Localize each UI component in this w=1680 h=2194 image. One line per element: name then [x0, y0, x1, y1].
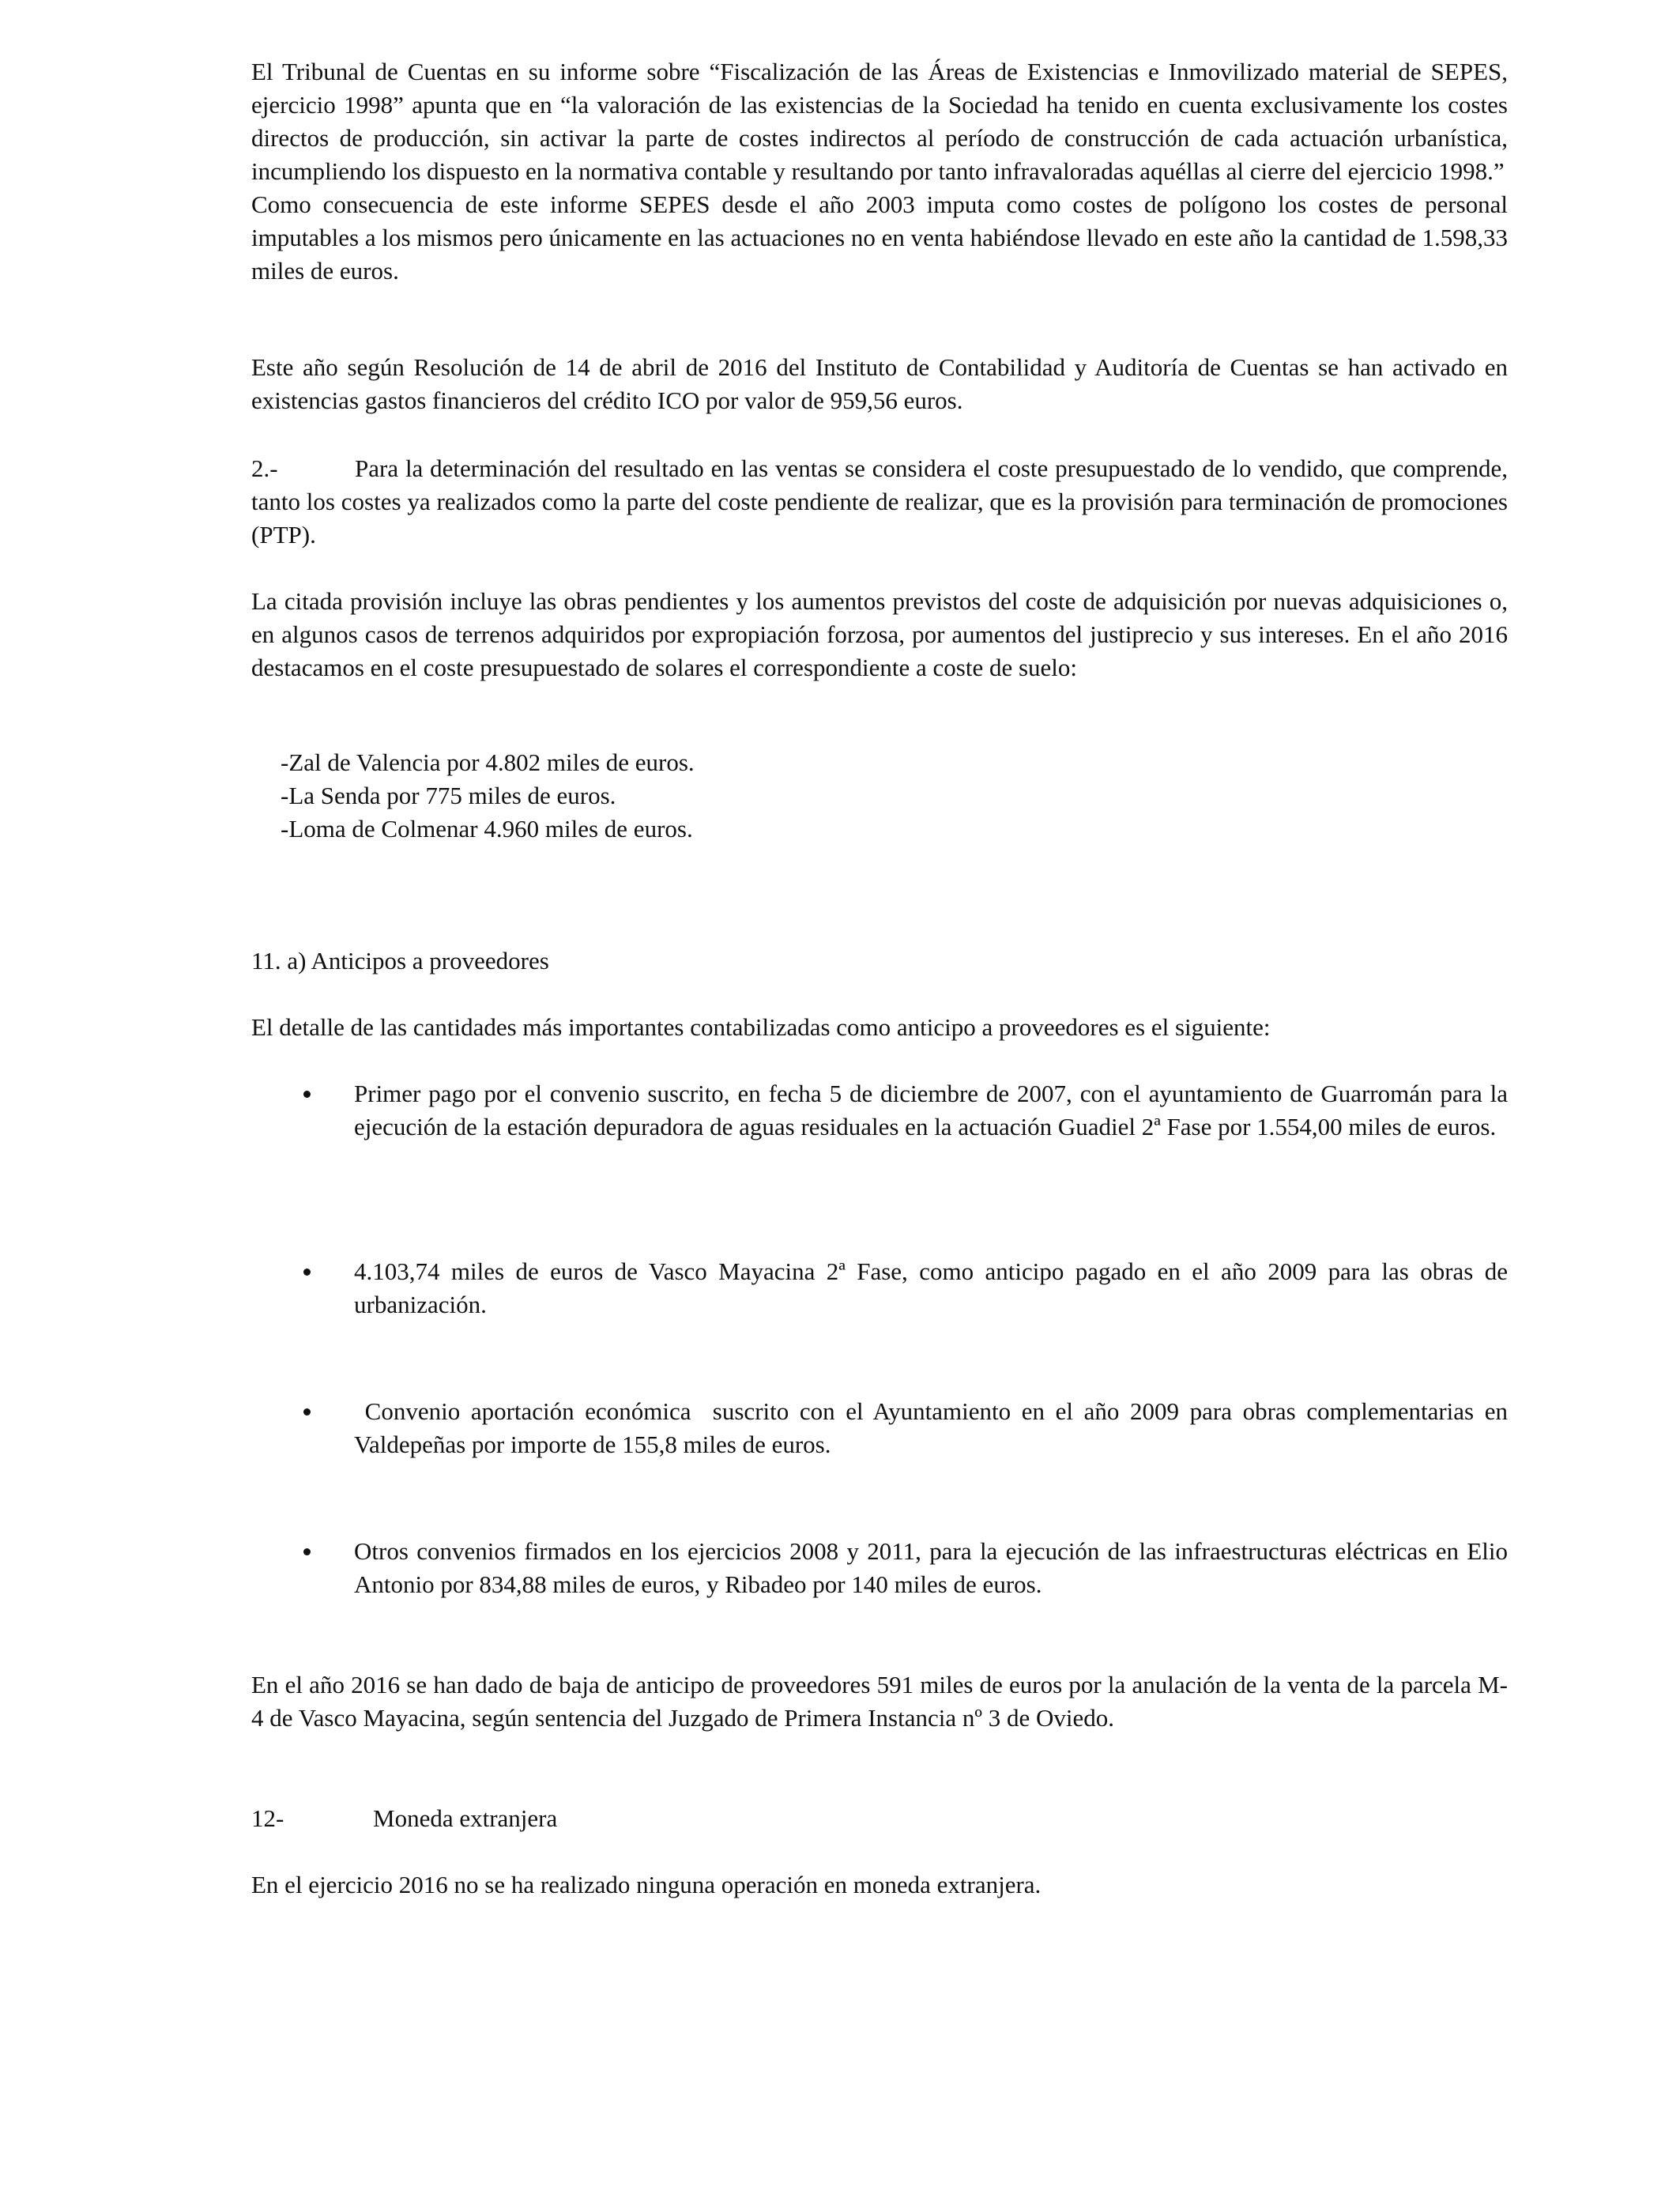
- paragraph-resolucion: Este año según Resolución de 14 de abril de 2016 del Instituto de Contabilidad y Auditoría de Cuentas se han activado en existencias gastos financieros del crédito ICO por valor de 959,56 euros.: [251, 353, 1508, 414]
- list-item: -Zal de Valencia por 4.802 miles de euros.: [281, 748, 695, 776]
- bullet-dot-icon: [303, 1548, 311, 1555]
- section-12-title: Moneda extranjera: [373, 1804, 558, 1832]
- list-item: -La Senda por 775 miles de euros.: [281, 782, 616, 809]
- paragraph-moneda-extranjera: En el ejercicio 2016 no se ha realizado ninguna operación en moneda extranjera.: [251, 1871, 1042, 1898]
- bullet-dot-icon: [303, 1408, 311, 1416]
- paragraph-tribunal-group: [251, 55, 1508, 288]
- section-11-heading: 11. a) Anticipos a proveedores: [251, 947, 549, 974]
- bullet-text: Primer pago por el convenio suscrito, en fecha 5 de diciembre de 2007, con el ayuntamiento de Guarromán para la ejecución de la estación depuradora de aguas residuales en la actuación Guadiel 2ª Fase por 1.554,00 miles de euros.: [354, 1080, 1508, 1140]
- paragraph-tribunal: El Tribunal de Cuentas en su informe sobre “Fiscalización de las Áreas de Existencias e Inmovilizado material de SEPES, ejercicio 1998” apunta que en “la valoración de las existencias de la Sociedad ha tenido en cuenta exclusivamente los costes directos de producción, sin activar la parte de costes indirectos al período de construcción de cada actuación urbanística, incumpliendo los dispuesto en la normativa contable y resultando por tanto infravaloradas aquéllas al cierre del ejercicio 1998.”: [251, 58, 1508, 185]
- suelo-list: [281, 746, 695, 846]
- bullet-text: 4.103,74 miles de euros de Vasco Mayacina 2ª Fase, como anticipo pagado en el año 2009 para las obras de urbanización.: [354, 1257, 1508, 1318]
- section-11-intro: El detalle de las cantidades más importantes contabilizadas como anticipo a proveedores es el siguiente:: [251, 1013, 1271, 1041]
- paragraph-punto-2: [251, 452, 1508, 552]
- punto-2-number: 2.-: [251, 454, 278, 482]
- paragraph-baja-anticipos: En el año 2016 se han dado de baja de anticipo de proveedores 591 miles de euros por la anulación de la venta de la parcela M-4 de Vasco Mayacina, según sentencia del Juzgado de Primera Instancia nº 3 de Oviedo.: [251, 1671, 1508, 1732]
- list-item: -Loma de Colmenar 4.960 miles de euros.: [281, 815, 693, 843]
- bullet-dot-icon: [303, 1091, 311, 1098]
- paragraph-provision: La citada provisión incluye las obras pendientes y los aumentos previstos del coste de adquisición por nuevas adquisiciones o, en algunos casos de terrenos adquiridos por expropiación forzosa, por aumentos del justiprecio y sus intereses. En el año 2016 destacamos en el coste presupuestado de solares el correspondiente a coste de suelo:: [251, 587, 1508, 681]
- paragraph-consecuencia: Como consecuencia de este informe SEPES desde el año 2003 imputa como costes de polígono los costes de personal imputables a los mismos pero únicamente en las actuaciones no en venta habiéndose llevado en este año la cantidad de 1.598,33 miles de euros.: [251, 190, 1508, 285]
- section-12-heading: [251, 1802, 1508, 1835]
- bullet-text: Otros convenios firmados en los ejercicios 2008 y 2011, para la ejecución de las infraestructuras eléctricas en Elio Antonio por 834,88 miles de euros, y Ribadeo por 140 miles de euros.: [354, 1537, 1508, 1598]
- bullet-text: Convenio aportación económica suscrito con el Ayuntamiento en el año 2009 para obras complementarias en Valdepeñas por importe de 155,8 miles de euros.: [354, 1397, 1514, 1458]
- section-12-number: 12-: [251, 1804, 284, 1832]
- punto-2-text: Para la determinación del resultado en las ventas se considera el coste presupuestado de lo vendido, que comprende, tanto los costes ya realizados como la parte del coste pendiente de realizar, que es la provisión para terminación de promociones (PTP).: [251, 454, 1508, 548]
- bullet-dot-icon: [303, 1269, 311, 1276]
